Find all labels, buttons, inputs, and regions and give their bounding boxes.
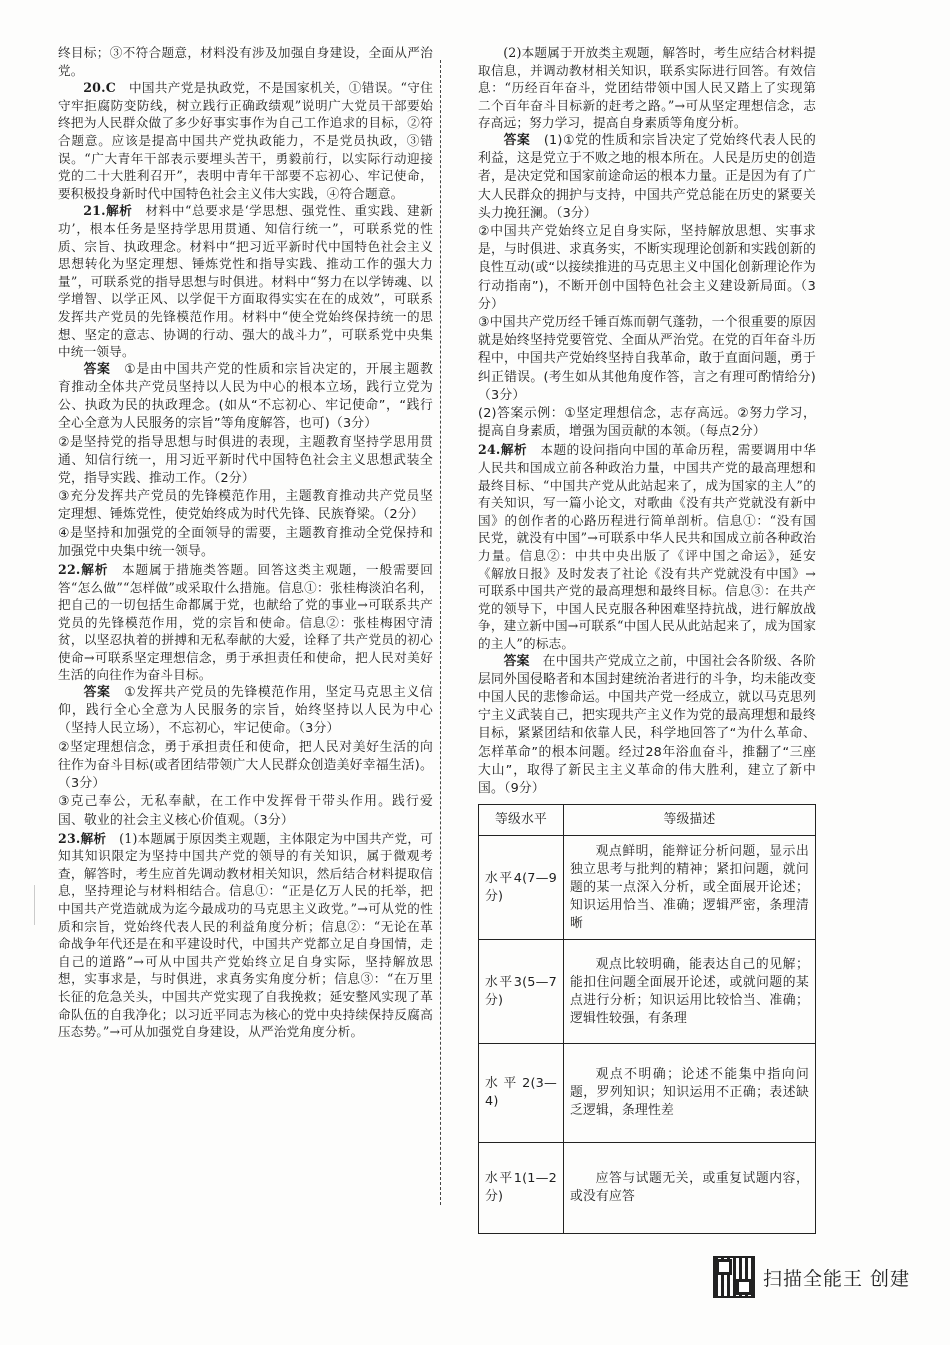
- answer-point: (2)答案示例：①坚定理想信念，志存高远。②努力学习，提高自身素质，增强为国贡献的本领。（每点2分）: [478, 406, 816, 440]
- column-header-level: 等级水平: [479, 805, 564, 836]
- answer-point: ②中国共产党始终立足自身实际，坚持解放思想、实事求是，与时俱进、求真务实，不断实现理论创新和实践创新的良性互动(或“以接续推进的马克思主义中国化创新理论作为行动指南”)，不断开创中国特色社会主义建设新局面。（3分）: [478, 223, 816, 312]
- level-cell: 水平2(3—4): [479, 1044, 564, 1143]
- answer-text: 在中国共产党成立之前，中国社会各阶级、各阶层同外国侵略者和本国封建统治者进行的斗争，均未能改变中国人民的悲惨命运。中国共产党一经成立，就以马克思列宁主义武装自己，把实现共产主义作为党的最高理想和最终目标，紧紧团结和依靠人民，科学地回答了“为什么革命、怎样革命”的根本问题。经过28年浴血奋斗，推翻了“三座大山”，取得了新民主主义革命的伟大胜利，建立了新中国。（9分）: [478, 653, 817, 796]
- table-row: [479, 940, 816, 1044]
- level-cell: 水平3(5—7分): [479, 940, 564, 1044]
- question-21: [58, 202, 433, 360]
- level-cell: 水平4(7—9分): [479, 836, 564, 940]
- table-header-row: [479, 805, 816, 836]
- analysis-label: 解析: [80, 830, 107, 846]
- analysis-text: 材料中“总要求是‘学思想、强党性、重实践、建新功’，根本任务是坚持学思用贯通、知信行统一”，可联系党的性质、宗旨、执政理念。材料中“把习近平新时代中国特色社会主义思想转化为坚定理想、锤炼党性和指导实践、推动工作的强大力量”，可联系党的指导思想与时俱进。材料中“努力在以学铸魂、以学增智、以学正风、以学促干方面取得实实在在的成效”，可联系发挥共产党员的先锋模范作用。材料中“使全党始终保持统一的思想、坚定的意志、协调的行动、强大的战斗力”，可联系党中央集中统一领导。: [58, 203, 433, 360]
- scanner-watermark: [713, 1256, 910, 1298]
- table-row: [479, 1143, 816, 1234]
- question-number: 20.: [83, 80, 106, 96]
- analysis-text: 本题属于措施类答题。回答这类主观题，一般需要回答“怎么做”“怎样做”或采取什么措施。信息①：张桂梅淡泊名利，把自己的一切包括生命都属于党，也献给了党的事业→可联系共产党员的先锋模范作用，党的宗旨和使命。信息②：张桂梅困守清贫，以坚忍执着的拼搏和无私奉献的大爱，诠释了共产党员的初心使命→可联系坚定理想信念，勇于承担责任和使命，把人民对美好生活的向往作为奋斗目标。: [58, 561, 434, 683]
- question-24: [478, 441, 816, 652]
- watermark-text: 扫描全能王 创建: [763, 1267, 911, 1290]
- answer-24: [478, 653, 816, 799]
- analysis-label: 解析: [80, 561, 109, 577]
- answer-23: [478, 132, 816, 441]
- description-cell: 观点不明确；论述不能集中指向问题，罗列知识；知识运用不正确；表述缺乏逻辑，条理性差: [564, 1044, 816, 1143]
- answer-point: ③中国共产党历经千锤百炼而朝气蓬勃，一个很重要的原因就是始终坚持党要管党、全面从严治党。在党的百年奋斗历程中，中国共产党始终坚持自我革命，敢于直面问题，勇于纠正错误。(考生如从其他角度作答，言之有理可酌情给分)（3分）: [478, 315, 816, 403]
- answer-point: ④是坚持和加强党的全面领导的需要，主题教育推动全党保持和加强党中央集中统一领导。: [58, 525, 433, 559]
- analysis-text: (2)本题属于开放类主观题，解答时，考生应结合材料提取信息，并调动教材相关知识，联系实际进行回答。有效信息：“历经百年奋斗，党团结带领中国人民又踏上了实现第二个百年奋斗目标新的赶考之路。”→可从坚定理想信念，志存高远；努力学习，提高自身素质等角度分析。: [478, 45, 816, 131]
- answer-point: (1)①党的性质和宗旨决定了党始终代表人民的利益，这是党立于不败之地的根本所在。人民是历史的创造者，是决定党和国家前途命运的根本力量。正是因为有了广大人民群众的拥护与支持，中国共产党总能在历史的紧要关头力挽狂澜。（3分）: [478, 132, 817, 221]
- qr-code-icon: [713, 1256, 755, 1298]
- continued-text: 终目标；③不符合题意，材料没有涉及加强自身建设，全面从严治党。: [58, 45, 433, 78]
- answer-point: ①发挥共产党员的先锋模范作用，坚定马克思主义信仰，践行全心全意为人民服务的宗旨，始终坚持以人民为中心（坚持人民立场），不忘初心，牢记使命。（3分）: [58, 685, 434, 737]
- answer-label: 答案: [83, 685, 111, 701]
- answer-point: ①是由中国共产党的性质和宗旨决定的，开展主题教育推动全体共产党员坚持以人民为中心的根本立场，践行立党为公、执政为民的执政理念。(如从“不忘初心、牢记使命”，“践行全心全意为人民服务的宗旨”等角度解答，也可)（3分）: [58, 361, 434, 432]
- question-22: [58, 561, 433, 684]
- level-cell: 水平1(1—2分): [479, 1143, 564, 1234]
- answer-choice: C: [105, 80, 116, 96]
- right-column: [478, 44, 816, 1234]
- question-number: 21.: [83, 203, 106, 219]
- column-divider: [440, 60, 441, 1205]
- answer-point: ③充分发挥共产党员的先锋模范作用，主题教育推动共产党员坚定理想、锤炼党性，使党始终成为时代先锋、民族脊梁。（2分）: [58, 489, 433, 523]
- answer-label: 答案: [503, 653, 530, 669]
- scan-mark: [34, 885, 41, 925]
- explanation-text: 中国共产党是执政党，不是国家机关，①错误。“守住守牢拒腐防变防线，树立践行正确政绩观”说明广大党员干部要始终把为人民群众做了多少好事实事作为自己工作追求的目标，②符合题意。应该是提高中国共产党执政能力，不是党员执政，③错误。“广大青年干部表示要埋头苦干，勇毅前行，以实际行动迎接党的二十大胜利召开”，表明中青年干部要不忘初心、牢记使命，要积极投身新时代中国特色社会主义伟大实践，④符合题意。: [58, 80, 433, 201]
- analysis-label: 解析: [500, 442, 528, 458]
- description-cell: 观点比较明确，能表达自己的见解；能扣住问题全面展开论述，或就问题的某点进行分析；知识运用比较恰当、准确；逻辑性较强，有条理: [564, 940, 816, 1044]
- answer-21: [58, 361, 433, 561]
- analysis-text: 本题的设问指向中国的革命历程，需要调用中华人民共和国成立前各种政治力量，中国共产党的最高理想和最终目标、“中国共产党从此站起来了，成为国家的主人”的有关知识，写一篇小论文，对歌曲《没有共产党就没有新中国》的创作者的心路历程进行简单剖析。信息①：“没有国民党，就没有中国”→可联系中华人民共和国成立前各种政治力量。信息②：中共中央出版了《评中国之命运》，延安《解放日报》及时发表了社论《没有共产党就没有中国》→可联系中国共产党的最高理想和最终目标。信息③：在共产党的领导下，中国人民克服各种困难坚持抗战，进行解放战争，建立新中国→可联系“中国人民从此站起来了，成为国家的主人”的标志。: [478, 442, 816, 651]
- description-cell: 观点鲜明，能辩证分析问题，显示出独立思考与批判的精神；紧扣问题，就问题的某一点深入分析，或全面展开论述；知识运用恰当、准确；逻辑严密，条理清晰: [564, 836, 816, 940]
- grading-table: [478, 804, 816, 1234]
- column-header-description: 等级描述: [564, 805, 816, 836]
- answer-point: ②是坚持党的指导思想与时俱进的表现，主题教育坚持学思用贯通、知信行统一，用习近平新时代中国特色社会主义思想武装全党，指导实践、推动工作。（2分）: [58, 434, 433, 486]
- answer-22: [58, 684, 433, 830]
- question-20: [58, 79, 433, 202]
- answer-point: ②坚定理想信念，勇于承担责任和使命，把人民对美好生活的向往作为奋斗目标(或者团结带领广大人民群众创造美好幸福生活)。（3分）: [58, 739, 433, 792]
- question-23: [58, 830, 433, 1041]
- answer-label: 答案: [83, 361, 111, 377]
- analysis-label: 解析: [105, 203, 133, 219]
- description-cell: 应答与试题无关，或重复试题内容，或没有应答: [564, 1143, 816, 1234]
- analysis-text: (1)本题属于原因类主观题，主体限定为中国共产党，可知其知识限定为坚持中国共产党的领导的有关知识，属于微观考查，解答时，考生应首先调动教材相关知识，然后结合材料提取信息，坚持理论与材料相结合。信息①：“正是亿万人民的托举，把中国共产党造就成为迄今最成功的马克思主义政党。”→可从党的性质和宗旨，党始终代表人民的利益角度分析；信息②：“无论在革命战争年代还是在和平建设时代，中国共产党都立足自身国情，走自己的道路”→可从中国共产党始终立足自身实际，坚持解放思想，实事求是，与时俱进，求真务实角度分析；信息③：“在万里长征的危急关头，中国共产党实现了自我挽救；延安整风实现了革命队伍的自我净化；以习近平同志为核心的党中央持续保持反腐高压态势。”→可从加强党自身建设，从严治党角度分析。: [58, 830, 434, 1040]
- answer-point: ③克己奉公，无私奉献，在工作中发挥骨干带头作用。践行爱国、敬业的社会主义核心价值观。（3分）: [58, 794, 433, 828]
- table-row: [479, 836, 816, 940]
- question-number: 22.: [58, 561, 81, 577]
- question-number: 24.: [478, 442, 501, 458]
- question-number: 23.: [58, 830, 81, 846]
- table-row: [479, 1044, 816, 1143]
- answer-label: 答案: [503, 132, 531, 148]
- left-column: [58, 44, 433, 1041]
